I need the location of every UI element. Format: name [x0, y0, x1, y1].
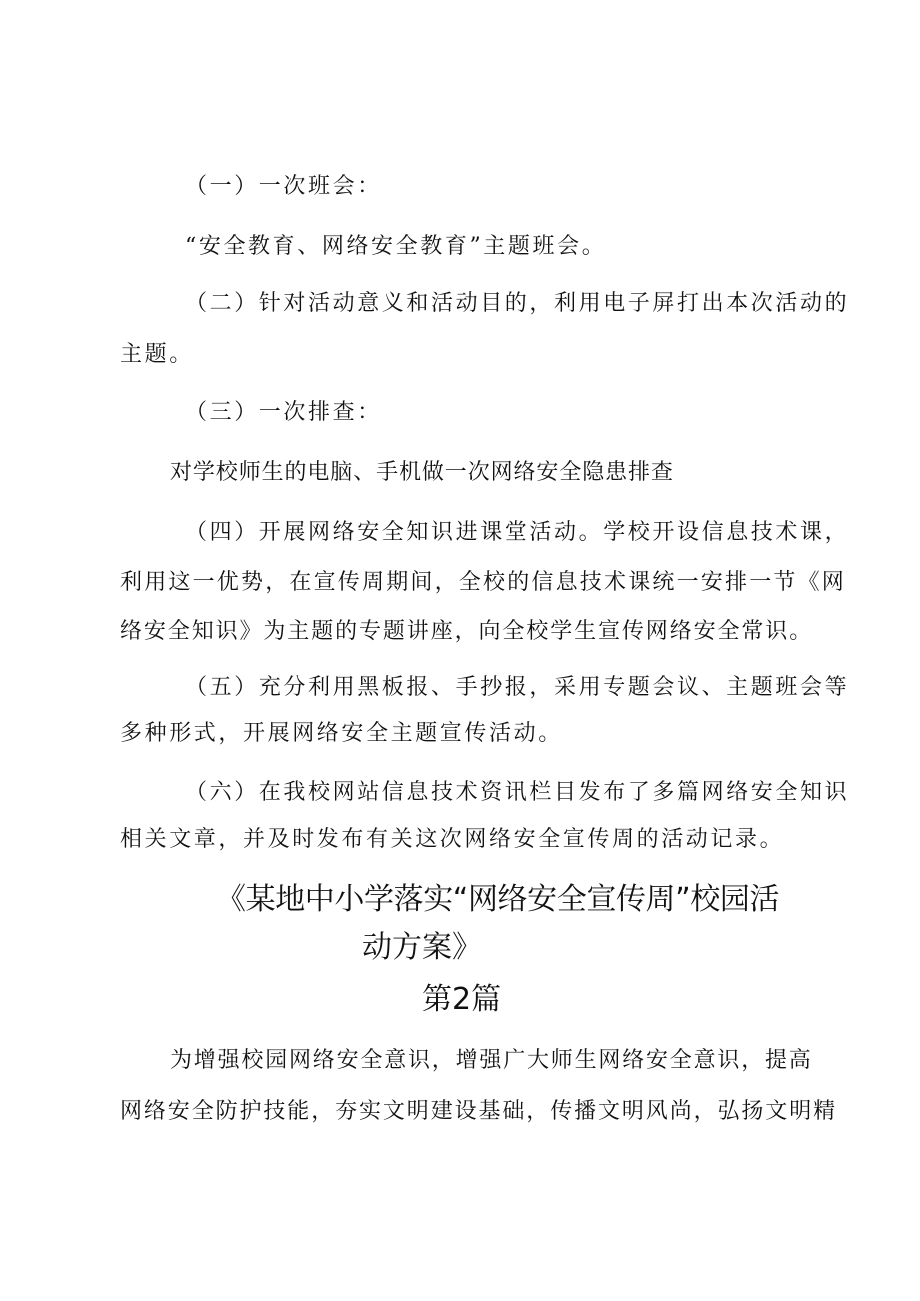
section-2-line-1: （二）针对活动意义和活动目的，利用电子屏打出本次活动的	[185, 291, 850, 316]
section-1-text: “安全教育、网络安全教育”主题班会。	[185, 234, 607, 259]
section-5-line-2: 多种形式，开展网络安全主题宣传活动。	[120, 721, 563, 746]
section-1-heading: （一）一次班会：	[185, 174, 382, 199]
section-6-line-1: （六）在我校网站信息技术资讯栏目发布了多篇网络安全知识	[185, 780, 850, 805]
section-3-text: 对学校师生的电脑、手机做一次网络安全隐患排查	[170, 460, 674, 485]
intro-line-2: 网络安全防护技能，夯实文明建设基础，传播文明风尚，弘扬文明精	[120, 1099, 838, 1124]
intro-line-1: 为增强校园网络安全意识，增强广大师生网络安全意识，提高	[170, 1048, 813, 1073]
document-title-line-2: 动方案》	[362, 930, 482, 965]
section-6-line-2: 相关文章，并及时发布有关这次网络安全宣传周的活动记录。	[120, 827, 785, 852]
section-5-line-1: （五）充分利用黑板报、手抄报，采用专题会议、主题班会等	[185, 675, 850, 700]
part-number: 第2篇	[422, 982, 502, 1017]
section-4-line-1: （四）开展网络安全知识进课堂活动。学校开设信息技术课，	[185, 520, 850, 545]
document-title-line-1: 《某地中小学落实“网络安全宣传周”校园活	[216, 882, 780, 917]
section-4-line-2: 利用这一优势，在宣传周期间，全校的信息技术课统一安排一节《网	[120, 570, 847, 595]
section-2-line-2: 主题。	[120, 342, 194, 367]
section-4-line-3: 络安全知识》为主题的专题讲座，向全校学生宣传网络安全常识。	[120, 619, 814, 644]
section-3-heading: （三）一次排查：	[185, 400, 382, 425]
